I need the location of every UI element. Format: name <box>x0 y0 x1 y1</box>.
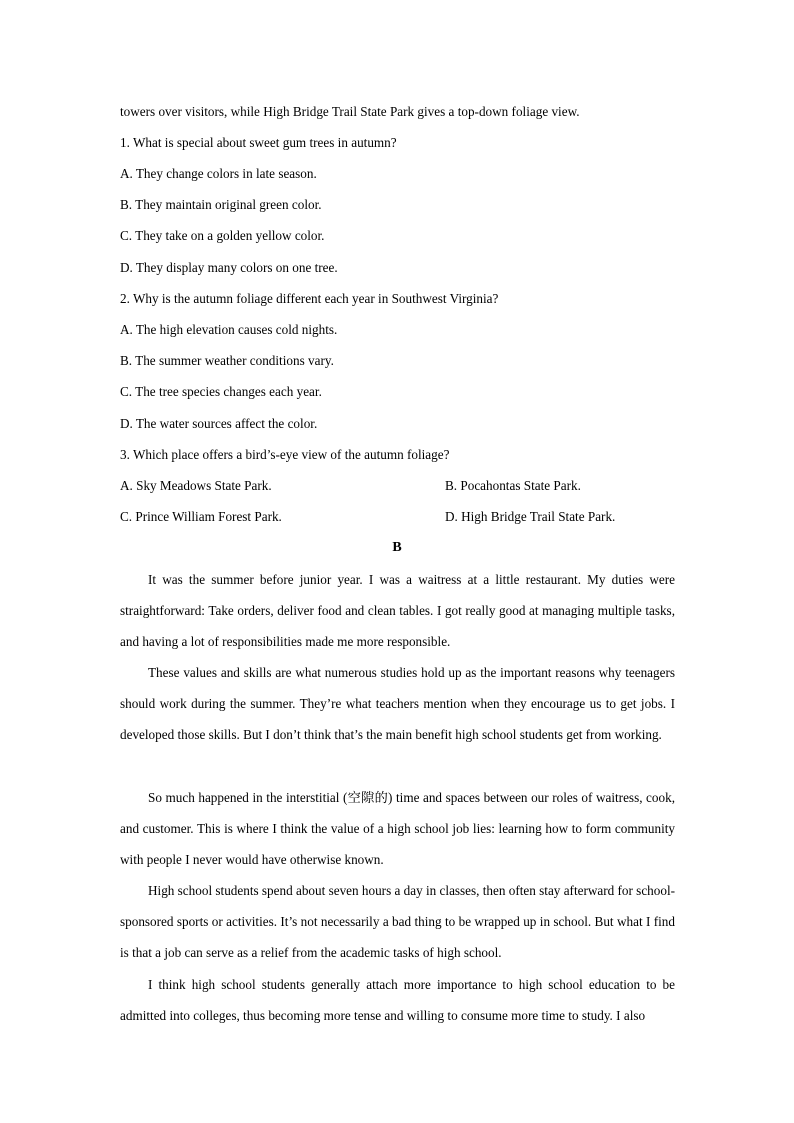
question-1-option-d: D. They display many colors on one tree. <box>120 260 338 275</box>
paragraph-4: High school students spend about seven hours a day in classes, then often stay afterward for school-sponsored sports or activities. It’s not necessarily a bad thing to be wrapped up in school. But what I find is that a job can serve as a relief from the academic tasks of high school. <box>120 883 676 961</box>
question-2-option-a: A. The high elevation causes cold nights. <box>120 322 338 337</box>
question-1-stem: 1. What is special about sweet gum trees in autumn? <box>120 135 397 150</box>
question-3-option-b: B. Pocahontas State Park. <box>445 478 581 493</box>
question-3-option-d: D. High Bridge Trail State Park. <box>445 509 616 524</box>
question-3-option-c: C. Prince William Forest Park. <box>120 509 282 524</box>
section-heading: B <box>392 540 402 555</box>
paragraph-3: So much happened in the interstitial (空隙的) time and spaces between our roles of waitress, cook, and customer. This is where I think the value of a high school job lies: learning how to form community with people I never would have otherwise known. <box>120 790 675 868</box>
paragraph-1: It was the summer before junior year. I was a waitress at a little restaurant. My duties were straightforward: Take orders, deliver food and clean tables. I got really good at managing multiple tasks, and having a lot of responsibilities made me more responsible. <box>120 572 675 650</box>
question-1-option-c: C. They take on a golden yellow color. <box>120 228 325 243</box>
question-3-option-a: A. Sky Meadows State Park. <box>120 478 272 493</box>
question-3-stem: 3. Which place offers a bird’s-eye view of the autumn foliage? <box>120 447 450 462</box>
question-1-option-a: A. They change colors in late season. <box>120 166 317 181</box>
intro-line: towers over visitors, while High Bridge Trail State Park gives a top-down foliage view. <box>120 104 580 119</box>
question-2-option-b: B. The summer weather conditions vary. <box>120 353 334 368</box>
question-2-option-c: C. The tree species changes each year. <box>120 384 322 399</box>
paragraph-5: I think high school students generally attach more importance to high school education to be admitted into colleges, thus becoming more tense and willing to consume more time to study. I also <box>120 977 675 1024</box>
question-2-stem: 2. Why is the autumn foliage different each year in Southwest Virginia? <box>120 291 499 306</box>
paragraph-2: These values and skills are what numerous studies hold up as the important reasons why teenagers should work during the summer. They’re what teachers mention when they encourage us to get jobs. I developed those skills. But I don’t think that’s the main benefit high school students get from working. <box>120 665 675 743</box>
question-1-option-b: B. They maintain original green color. <box>120 197 322 212</box>
question-2-option-d: D. The water sources affect the color. <box>120 416 318 431</box>
